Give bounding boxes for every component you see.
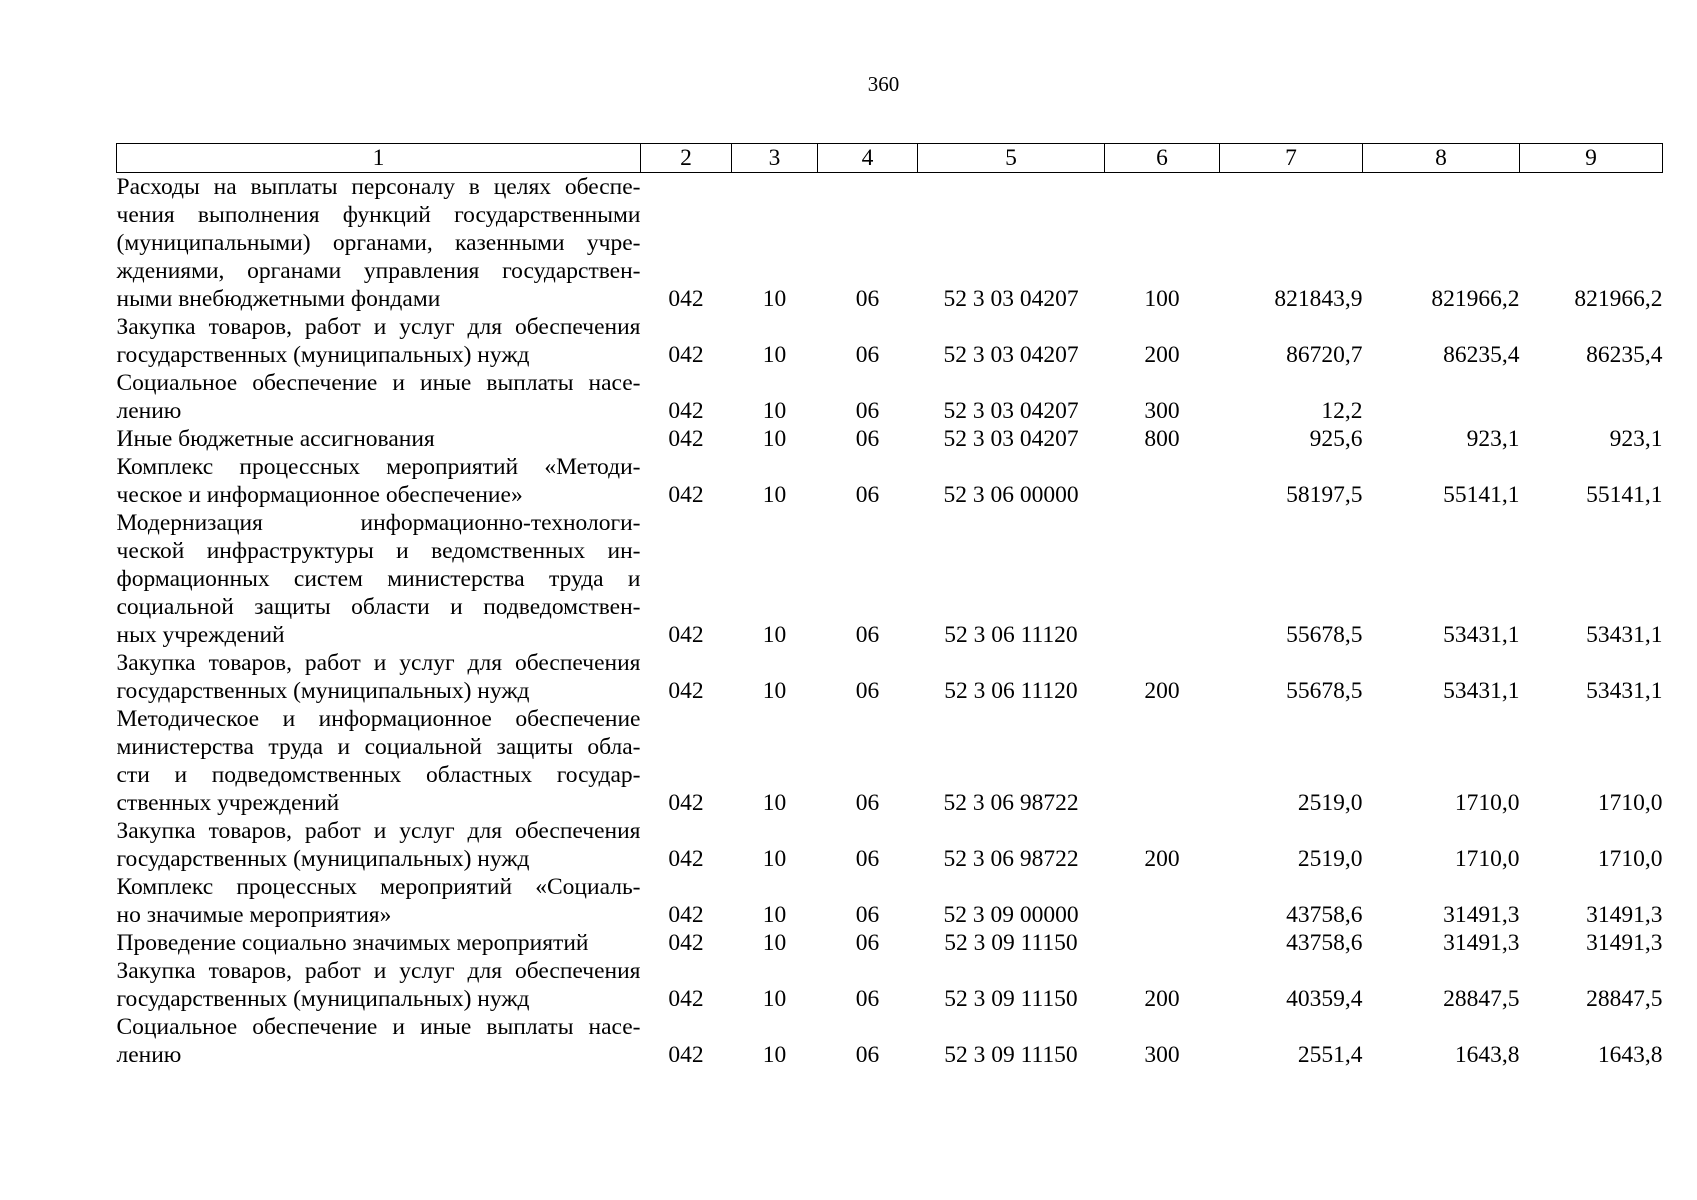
- amount-col9-cell: 28847,5: [1586, 986, 1663, 1012]
- section-cell: 10: [762, 790, 787, 816]
- section-cell: 10: [762, 286, 787, 312]
- expense-type-cell: 300: [1144, 1042, 1180, 1068]
- subsection-cell: 06: [855, 622, 880, 648]
- target-article-cell: 52 3 09 11150: [944, 986, 1078, 1012]
- table-row: [117, 1013, 1663, 1069]
- description-cell: [117, 929, 641, 957]
- section-cell: 10: [762, 398, 787, 424]
- subsection-cell: 06: [855, 342, 880, 368]
- amount-col7-cell: 58197,5: [1286, 482, 1363, 508]
- admin-code-cell: 042: [668, 426, 704, 452]
- target-article-cell: 52 3 09 00000: [943, 902, 1079, 928]
- column-header: 3: [732, 144, 818, 173]
- budget-table: [116, 143, 1663, 1069]
- description-line: (муниципальными) органами, казенными учре-: [116, 230, 641, 256]
- amount-col8-cell: 55141,1: [1443, 482, 1520, 508]
- amount-col8-cell: 31491,3: [1443, 902, 1520, 928]
- column-header: 1: [117, 144, 641, 173]
- admin-code-cell: 042: [668, 846, 704, 872]
- admin-code-cell: 042: [668, 986, 704, 1012]
- description-line: Комплекс процессных мероприятий «Методи-: [116, 454, 641, 480]
- target-article-cell: 52 3 09 11150: [944, 1042, 1078, 1068]
- description-cell: [117, 509, 641, 649]
- amount-col7-cell: 55678,5: [1286, 678, 1363, 704]
- description-line: Социальное обеспечение и иные выплаты насе-: [116, 1014, 641, 1040]
- table-body: [117, 173, 1663, 1070]
- amount-col9-cell: 31491,3: [1586, 902, 1663, 928]
- amount-col8-cell: 923,1: [1466, 426, 1520, 452]
- table-row: [117, 817, 1663, 873]
- subsection-cell: 06: [855, 902, 880, 928]
- description-line: государственных (муниципальных) нужд: [116, 846, 530, 872]
- expense-type-cell: 800: [1144, 426, 1180, 452]
- expense-type-cell: 200: [1144, 986, 1180, 1012]
- amount-col7-cell: 925,6: [1309, 426, 1363, 452]
- subsection-cell: 06: [855, 398, 880, 424]
- subsection-cell: 06: [855, 986, 880, 1012]
- column-header: 4: [818, 144, 918, 173]
- amount-col9-cell: 1710,0: [1597, 846, 1663, 872]
- table-row: [117, 957, 1663, 1013]
- target-article-cell: 52 3 06 11120: [944, 678, 1078, 704]
- description-line: чения выполнения функций государственными: [116, 202, 641, 228]
- description-line: Закупка товаров, работ и услуг для обеспечения: [116, 650, 641, 676]
- amount-col7-cell: 86720,7: [1286, 342, 1363, 368]
- description-line: формационных систем министерства труда и: [116, 566, 641, 592]
- amount-col7-cell: 12,2: [1321, 398, 1363, 424]
- amount-col9-cell: 1643,8: [1597, 1042, 1663, 1068]
- expense-type-cell: [1105, 873, 1220, 929]
- description-line: Расходы на выплаты персоналу в целях обеспе-: [116, 174, 641, 200]
- amount-col8-cell: 31491,3: [1443, 930, 1520, 956]
- amount-col9-cell: 53431,1: [1586, 678, 1663, 704]
- table-row: [117, 425, 1663, 453]
- description-line: лению: [116, 1042, 182, 1068]
- amount-col9-cell: 821966,2: [1574, 286, 1663, 312]
- column-header: 9: [1520, 144, 1663, 173]
- description-cell: [117, 369, 641, 425]
- amount-col7-cell: 2551,4: [1297, 1042, 1363, 1068]
- amount-col7-cell: 821843,9: [1274, 286, 1363, 312]
- subsection-cell: 06: [855, 426, 880, 452]
- description-cell: [117, 425, 641, 453]
- description-line: государственных (муниципальных) нужд: [116, 342, 530, 368]
- header-row: [117, 144, 1663, 173]
- amount-col7-cell: 2519,0: [1297, 846, 1363, 872]
- section-cell: 10: [762, 1042, 787, 1068]
- subsection-cell: 06: [855, 678, 880, 704]
- amount-col7-cell: 40359,4: [1286, 986, 1363, 1012]
- description-line: Проведение социально значимых мероприятий: [116, 930, 589, 956]
- section-cell: 10: [762, 426, 787, 452]
- expense-type-cell: [1105, 453, 1220, 509]
- expense-type-cell: [1105, 705, 1220, 817]
- admin-code-cell: 042: [668, 902, 704, 928]
- description-line: Комплекс процессных мероприятий «Социаль-: [116, 874, 641, 900]
- description-line: Модернизация информационно-технологи-: [116, 510, 641, 536]
- admin-code-cell: 042: [668, 482, 704, 508]
- admin-code-cell: 042: [668, 622, 704, 648]
- section-cell: 10: [762, 342, 787, 368]
- expense-type-cell: 100: [1144, 286, 1180, 312]
- target-article-cell: 52 3 06 98722: [943, 790, 1079, 816]
- subsection-cell: 06: [855, 1042, 880, 1068]
- admin-code-cell: 042: [668, 930, 704, 956]
- amount-col9-cell: [1520, 369, 1663, 425]
- description-line: Методическое и информационное обеспечение: [116, 706, 641, 732]
- subsection-cell: 06: [855, 286, 880, 312]
- column-header: 2: [641, 144, 732, 173]
- expense-type-cell: 200: [1144, 342, 1180, 368]
- admin-code-cell: 042: [668, 286, 704, 312]
- admin-code-cell: 042: [668, 790, 704, 816]
- column-header: 7: [1220, 144, 1363, 173]
- description-line: но значимые мероприятия»: [116, 902, 392, 928]
- description-line: социальной защиты области и подведомствен-: [116, 594, 641, 620]
- expense-type-cell: 300: [1144, 398, 1180, 424]
- section-cell: 10: [762, 902, 787, 928]
- expense-type-cell: 200: [1144, 846, 1180, 872]
- description-line: ными внебюджетными фондами: [116, 286, 441, 312]
- table-row: [117, 649, 1663, 705]
- description-cell: [117, 873, 641, 929]
- table-row: [117, 369, 1663, 425]
- description-line: сти и подведомственных областных государ-: [116, 762, 641, 788]
- amount-col8-cell: [1363, 369, 1520, 425]
- expense-type-cell: [1105, 929, 1220, 957]
- amount-col7-cell: 43758,6: [1286, 930, 1363, 956]
- page-number: 360: [867, 72, 900, 96]
- table-row: [117, 929, 1663, 957]
- amount-col9-cell: 31491,3: [1586, 930, 1663, 956]
- subsection-cell: 06: [855, 846, 880, 872]
- table-row: [117, 705, 1663, 817]
- target-article-cell: 52 3 03 04207: [943, 426, 1079, 452]
- description-line: Социальное обеспечение и иные выплаты насе-: [116, 370, 641, 396]
- amount-col8-cell: 53431,1: [1443, 678, 1520, 704]
- description-line: Иные бюджетные ассигнования: [116, 426, 435, 452]
- table-row: [117, 313, 1663, 369]
- description-cell: [117, 957, 641, 1013]
- amount-col9-cell: 86235,4: [1586, 342, 1663, 368]
- description-cell: [117, 313, 641, 369]
- target-article-cell: 52 3 03 04207: [943, 342, 1079, 368]
- target-article-cell: 52 3 09 11150: [944, 930, 1078, 956]
- description-line: государственных (муниципальных) нужд: [116, 678, 530, 704]
- description-line: ственных учреждений: [116, 790, 340, 816]
- target-article-cell: 52 3 03 04207: [943, 286, 1079, 312]
- subsection-cell: 06: [855, 482, 880, 508]
- section-cell: 10: [762, 846, 787, 872]
- description-line: министерства труда и социальной защиты обла-: [116, 734, 641, 760]
- admin-code-cell: 042: [668, 398, 704, 424]
- amount-col7-cell: 43758,6: [1286, 902, 1363, 928]
- amount-col8-cell: 28847,5: [1443, 986, 1520, 1012]
- amount-col9-cell: 55141,1: [1586, 482, 1663, 508]
- description-line: ческой инфраструктуры и ведомственных ин-: [116, 538, 641, 564]
- target-article-cell: 52 3 06 11120: [944, 622, 1078, 648]
- expense-type-cell: 200: [1144, 678, 1180, 704]
- description-line: лению: [116, 398, 182, 424]
- amount-col9-cell: 53431,1: [1586, 622, 1663, 648]
- amount-col9-cell: 923,1: [1609, 426, 1663, 452]
- expense-type-cell: [1105, 509, 1220, 649]
- section-cell: 10: [762, 678, 787, 704]
- description-cell: [117, 173, 641, 314]
- amount-col9-cell: 1710,0: [1597, 790, 1663, 816]
- amount-col8-cell: 1643,8: [1454, 1042, 1520, 1068]
- section-cell: 10: [762, 986, 787, 1012]
- target-article-cell: 52 3 03 04207: [943, 398, 1079, 424]
- description-line: ных учреждений: [116, 622, 285, 648]
- table-row: [117, 453, 1663, 509]
- target-article-cell: 52 3 06 98722: [943, 846, 1079, 872]
- description-cell: [117, 1013, 641, 1069]
- amount-col8-cell: 1710,0: [1454, 846, 1520, 872]
- amount-col8-cell: 53431,1: [1443, 622, 1520, 648]
- admin-code-cell: 042: [668, 342, 704, 368]
- table-row: [117, 509, 1663, 649]
- column-header: 6: [1105, 144, 1220, 173]
- target-article-cell: 52 3 06 00000: [943, 482, 1079, 508]
- subsection-cell: 06: [855, 930, 880, 956]
- table-row: [117, 873, 1663, 929]
- amount-col8-cell: 821966,2: [1431, 286, 1520, 312]
- description-cell: [117, 705, 641, 817]
- description-line: ждениями, органами управления государствен-: [116, 258, 641, 284]
- description-cell: [117, 453, 641, 509]
- admin-code-cell: 042: [668, 678, 704, 704]
- table-row: [117, 173, 1663, 314]
- amount-col7-cell: 55678,5: [1286, 622, 1363, 648]
- description-line: Закупка товаров, работ и услуг для обеспечения: [116, 314, 641, 340]
- subsection-cell: 06: [855, 790, 880, 816]
- description-line: Закупка товаров, работ и услуг для обеспечения: [116, 818, 641, 844]
- description-line: государственных (муниципальных) нужд: [116, 986, 530, 1012]
- section-cell: 10: [762, 482, 787, 508]
- column-header: 8: [1363, 144, 1520, 173]
- amount-col8-cell: 86235,4: [1443, 342, 1520, 368]
- section-cell: 10: [762, 930, 787, 956]
- description-line: Закупка товаров, работ и услуг для обеспечения: [116, 958, 641, 984]
- description-cell: [117, 649, 641, 705]
- amount-col8-cell: 1710,0: [1454, 790, 1520, 816]
- column-header: 5: [918, 144, 1105, 173]
- section-cell: 10: [762, 622, 787, 648]
- description-line: ческое и информационное обеспечение»: [116, 482, 523, 508]
- admin-code-cell: 042: [668, 1042, 704, 1068]
- description-cell: [117, 817, 641, 873]
- amount-col7-cell: 2519,0: [1297, 790, 1363, 816]
